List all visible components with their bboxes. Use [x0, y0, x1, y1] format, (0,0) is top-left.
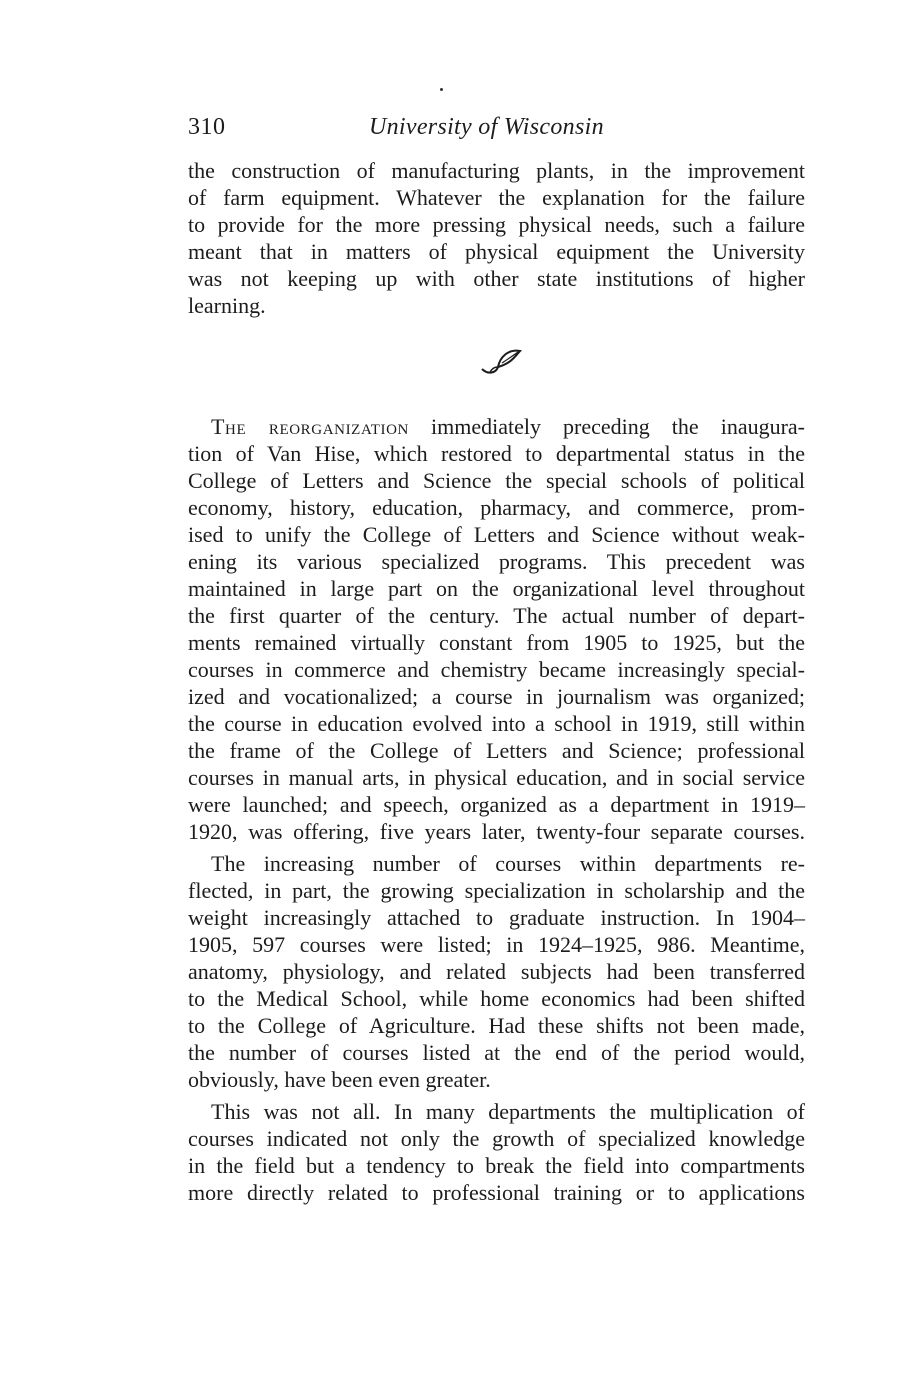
text-line: 1905, 597 courses were listed; in 1924–1925, 986. Meantime, [188, 932, 805, 957]
text-line: more directly related to professional training or to applications [188, 1180, 805, 1205]
text-line: flected, in part, the growing specialization in scholarship and the [188, 878, 805, 903]
paragraph [188, 413, 805, 845]
text-line: to the Medical School, while home economics had been shifted [188, 986, 805, 1011]
text-line-rest: immediately preceding the inaugura- [408, 414, 805, 439]
text-line: anatomy, physiology, and related subjects had been transferred [188, 959, 805, 984]
text-line: to provide for the more pressing physical needs, such a failure [188, 212, 805, 237]
paragraph [188, 850, 805, 1093]
print-speck [440, 88, 443, 91]
text-line: in the field but a tendency to break the field into compartments [188, 1153, 805, 1178]
paragraph [188, 1098, 805, 1206]
text-line: was not keeping up with other state institutions of higher [188, 266, 805, 291]
body-text [188, 157, 805, 1206]
text-line: the frame of the College of Letters and Science; professional [188, 738, 805, 763]
text-line: ized and vocationalized; a course in journalism was organized; [188, 684, 805, 709]
text-line: to the College of Agriculture. Had these shifts not been made, [188, 1013, 805, 1038]
text-line: courses indicated not only the growth of specialized knowledge [188, 1126, 805, 1151]
text-line: were launched; and speech, organized as a department in 1919– [188, 792, 805, 817]
text-line: meant that in matters of physical equipment the University [188, 239, 805, 264]
text-line: learning. [188, 293, 266, 318]
text-line: ening its various specialized programs. This precedent was [188, 549, 805, 574]
text-line: College of Letters and Science the special schools of political [188, 468, 805, 493]
text-line [188, 413, 805, 440]
text-line: obviously, have been even greater. [188, 1067, 491, 1092]
text-line: courses in commerce and chemistry became increasingly special- [188, 657, 805, 682]
text-line: tion of Van Hise, which restored to departmental status in the [188, 441, 805, 466]
text-line: ments remained virtually constant from 1905 to 1925, but the [188, 630, 805, 655]
text-line: The increasing number of courses within departments re- [211, 851, 805, 876]
page-number: 310 [188, 114, 226, 140]
text-line: This was not all. In many departments the multiplication of [211, 1099, 805, 1124]
text-line: the course in education evolved into a school in 1919, still within [188, 711, 805, 736]
text-line: weight increasingly attached to graduate instruction. In 1904– [188, 905, 805, 930]
running-title: University of Wisconsin [369, 114, 604, 140]
text-line: the number of courses listed at the end of the period would, [188, 1040, 805, 1065]
paragraph-continuation [188, 157, 805, 319]
leaf-fleuron-icon [478, 345, 524, 377]
text-line: ised to unify the College of Letters and Science without weak- [188, 522, 805, 547]
text-line: maintained in large part on the organizational level throughout [188, 576, 805, 601]
section-break [188, 319, 805, 413]
text-line: economy, history, education, pharmacy, and commerce, prom- [188, 495, 805, 520]
running-head [188, 114, 806, 148]
text-line: 1920, was offering, five years later, twenty-four separate courses. [188, 819, 805, 844]
small-caps-lead: The reorganization [211, 414, 409, 439]
text-line: courses in manual arts, in physical education, and in social service [188, 765, 805, 790]
text-line: the construction of manufacturing plants, in the improvement [188, 158, 805, 183]
text-line: the first quarter of the century. The actual number of depart- [188, 603, 805, 628]
text-line: of farm equipment. Whatever the explanation for the failure [188, 185, 805, 210]
